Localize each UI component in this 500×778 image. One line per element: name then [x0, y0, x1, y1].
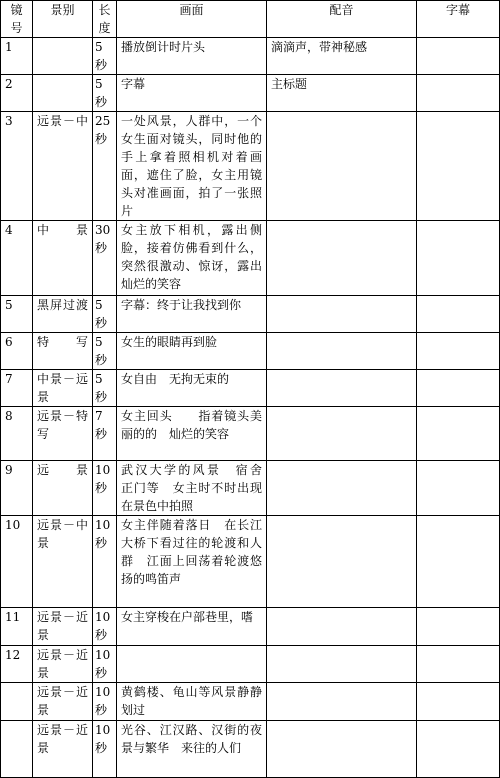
header-scene: 画面: [117, 1, 267, 38]
cell-shot-size: 中景－远景: [33, 370, 93, 407]
cell-length: 10秒: [93, 516, 117, 608]
cell-audio: [267, 721, 417, 778]
cell-shot-number: 1: [1, 38, 33, 75]
cell-length: 5秒: [93, 333, 117, 370]
cell-audio: [267, 407, 417, 461]
cell-scene: 女主伴随着落日 在长江大桥下看过往的轮渡和人群 江面上回荡着轮渡悠扬的鸣笛声: [117, 516, 267, 608]
cell-length: 5秒: [93, 38, 117, 75]
cell-audio: [267, 221, 417, 296]
table-row: [1, 112, 500, 221]
table-row: [1, 516, 500, 608]
cell-length: 10秒: [93, 646, 117, 683]
cell-audio: 主标题: [267, 75, 417, 112]
cell-subtitle: [417, 296, 500, 333]
table-row: [1, 296, 500, 333]
cell-shot-size: 远景－中景: [33, 516, 93, 608]
header-shot-number: 镜号: [1, 1, 33, 38]
cell-audio: 滴滴声，带神秘感: [267, 38, 417, 75]
cell-subtitle: [417, 112, 500, 221]
cell-shot-number: 7: [1, 370, 33, 407]
cell-shot-size: 中景: [33, 221, 93, 296]
header-length: 长度: [93, 1, 117, 38]
cell-subtitle: [417, 75, 500, 112]
table-row: [1, 461, 500, 516]
cell-subtitle: [417, 38, 500, 75]
table-row: [1, 221, 500, 296]
cell-subtitle: [417, 407, 500, 461]
cell-subtitle: [417, 221, 500, 296]
cell-scene: 女主回头 指着镜头美丽的的 灿烂的笑容: [117, 407, 267, 461]
cell-length: 5秒: [93, 296, 117, 333]
cell-scene: 女生的眼睛再到脸: [117, 333, 267, 370]
table-row: [1, 75, 500, 112]
cell-shot-size: [33, 75, 93, 112]
cell-shot-number: 2: [1, 75, 33, 112]
cell-scene: [117, 646, 267, 683]
table-row: [1, 721, 500, 778]
header-row: [1, 1, 500, 38]
cell-shot-number: 8: [1, 407, 33, 461]
cell-length: 10秒: [93, 461, 117, 516]
cell-audio: [267, 333, 417, 370]
cell-audio: [267, 112, 417, 221]
table-row: [1, 608, 500, 646]
cell-length: 10秒: [93, 721, 117, 778]
cell-shot-number: 4: [1, 221, 33, 296]
table-row: [1, 333, 500, 370]
cell-audio: [267, 516, 417, 608]
cell-subtitle: [417, 646, 500, 683]
table-row: [1, 38, 500, 75]
cell-audio: [267, 296, 417, 333]
cell-scene: 女自由 无拘无束的: [117, 370, 267, 407]
cell-scene: 光谷、江汉路、汉街的夜景与繁华 来往的人们: [117, 721, 267, 778]
cell-shot-size: 远景－近景: [33, 608, 93, 646]
cell-scene: 女主放下相机，露出侧脸，接着仿佛看到什么，突然很激动、惊讶，露出灿烂的笑容: [117, 221, 267, 296]
cell-scene: 播放倒计时片头: [117, 38, 267, 75]
cell-shot-size: 特写: [33, 333, 93, 370]
cell-length: 25秒: [93, 112, 117, 221]
cell-subtitle: [417, 721, 500, 778]
cell-shot-size: 远景－特写: [33, 407, 93, 461]
cell-length: 7秒: [93, 407, 117, 461]
cell-shot-number: 3: [1, 112, 33, 221]
cell-audio: [267, 370, 417, 407]
cell-subtitle: [417, 370, 500, 407]
cell-audio: [267, 683, 417, 721]
cell-shot-size: 远景: [33, 461, 93, 516]
cell-shot-size: 远景－近景: [33, 646, 93, 683]
cell-subtitle: [417, 333, 500, 370]
cell-scene: 一处风景，人群中，一个女生面对镜头，同时他的手上拿着照相机对着画面，遮住了脸，女主用镜头对准画面，拍了一张照片: [117, 112, 267, 221]
cell-shot-size: 远景－近景: [33, 683, 93, 721]
cell-shot-number: [1, 683, 33, 721]
header-subtitle: 字幕: [417, 1, 500, 38]
cell-scene: 字幕：终于让我找到你: [117, 296, 267, 333]
cell-shot-number: 10: [1, 516, 33, 608]
cell-shot-size: 远景－近景: [33, 721, 93, 778]
cell-length: 10秒: [93, 608, 117, 646]
cell-shot-size: 黑屏过渡: [33, 296, 93, 333]
cell-subtitle: [417, 608, 500, 646]
table-row: [1, 646, 500, 683]
cell-audio: [267, 646, 417, 683]
table-row: [1, 370, 500, 407]
cell-subtitle: [417, 461, 500, 516]
cell-audio: [267, 461, 417, 516]
cell-shot-number: 11: [1, 608, 33, 646]
cell-length: 10秒: [93, 683, 117, 721]
header-shot-size: 景别: [33, 1, 93, 38]
cell-scene: 字幕: [117, 75, 267, 112]
cell-scene: 武汉大学的风景 宿舍 正门等 女主时不时出现在景色中拍照: [117, 461, 267, 516]
cell-shot-number: 5: [1, 296, 33, 333]
cell-shot-number: 6: [1, 333, 33, 370]
cell-length: 5秒: [93, 75, 117, 112]
cell-subtitle: [417, 683, 500, 721]
header-audio: 配音: [267, 1, 417, 38]
cell-scene: 女主穿梭在户部巷里，嗜: [117, 608, 267, 646]
table-row: [1, 683, 500, 721]
cell-scene: 黄鹤楼、龟山等风景静静划过: [117, 683, 267, 721]
cell-shot-number: 12: [1, 646, 33, 683]
cell-audio: [267, 608, 417, 646]
cell-shot-size: 远景－中: [33, 112, 93, 221]
cell-shot-size: [33, 38, 93, 75]
cell-shot-number: 9: [1, 461, 33, 516]
cell-length: 5秒: [93, 370, 117, 407]
cell-length: 30秒: [93, 221, 117, 296]
cell-subtitle: [417, 516, 500, 608]
table-row: [1, 407, 500, 461]
cell-shot-number: [1, 721, 33, 778]
